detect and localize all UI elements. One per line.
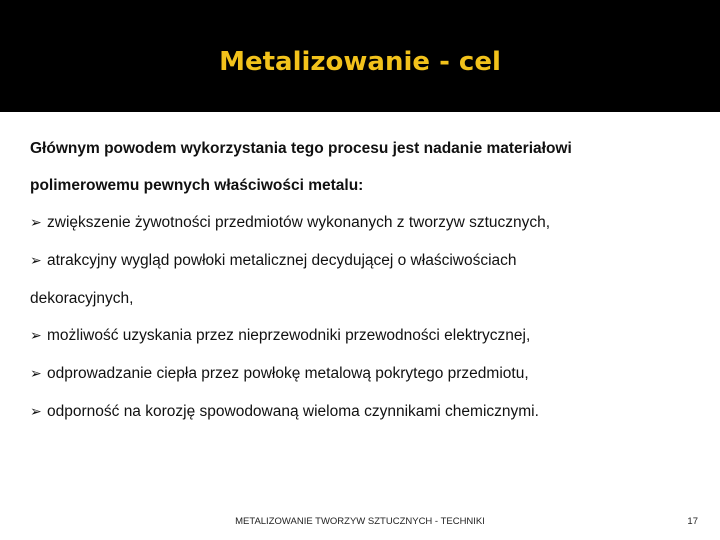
bullet-text: odprowadzanie ciepła przez powłokę metalową pokrytego przedmiotu, — [47, 365, 529, 382]
arrow-bullet-icon: ➢ — [30, 253, 42, 269]
arrow-bullet-icon: ➢ — [30, 404, 42, 420]
bullet-item — [30, 393, 705, 431]
arrow-bullet-icon: ➢ — [30, 328, 42, 344]
arrow-bullet-icon: ➢ — [30, 366, 42, 382]
bullet-text: atrakcyjny wygląd powłoki metalicznej decydującej o właściwościach — [47, 252, 517, 269]
bullet-text: zwiększenie żywotności przedmiotów wykonanych z tworzyw sztucznych, — [47, 214, 551, 231]
bullet-item — [30, 242, 705, 280]
slide-footer: METALIZOWANIE TWORZYW SZTUCZNYCH - TECHNIKI — [235, 516, 485, 527]
bullet-continuation: dekoracyjnych, — [30, 290, 134, 307]
slide-content — [30, 130, 705, 431]
page-number: 17 — [687, 516, 698, 527]
slide-title: Metalizowanie - cel — [219, 47, 501, 77]
intro-line: Głównym powodem wykorzystania tego procesu jest nadanie materiałowi — [30, 140, 572, 157]
intro-line: polimerowemu pewnych właściwości metalu: — [30, 177, 364, 194]
bullet-item — [30, 204, 705, 242]
bullet-item — [30, 317, 705, 355]
bullet-text: odporność na korozję spowodowaną wieloma czynnikami chemicznymi. — [47, 403, 539, 420]
bullet-item — [30, 355, 705, 393]
bullet-text: możliwość uzyskania przez nieprzewodniki przewodności elektrycznej, — [47, 327, 531, 344]
arrow-bullet-icon: ➢ — [30, 215, 42, 231]
